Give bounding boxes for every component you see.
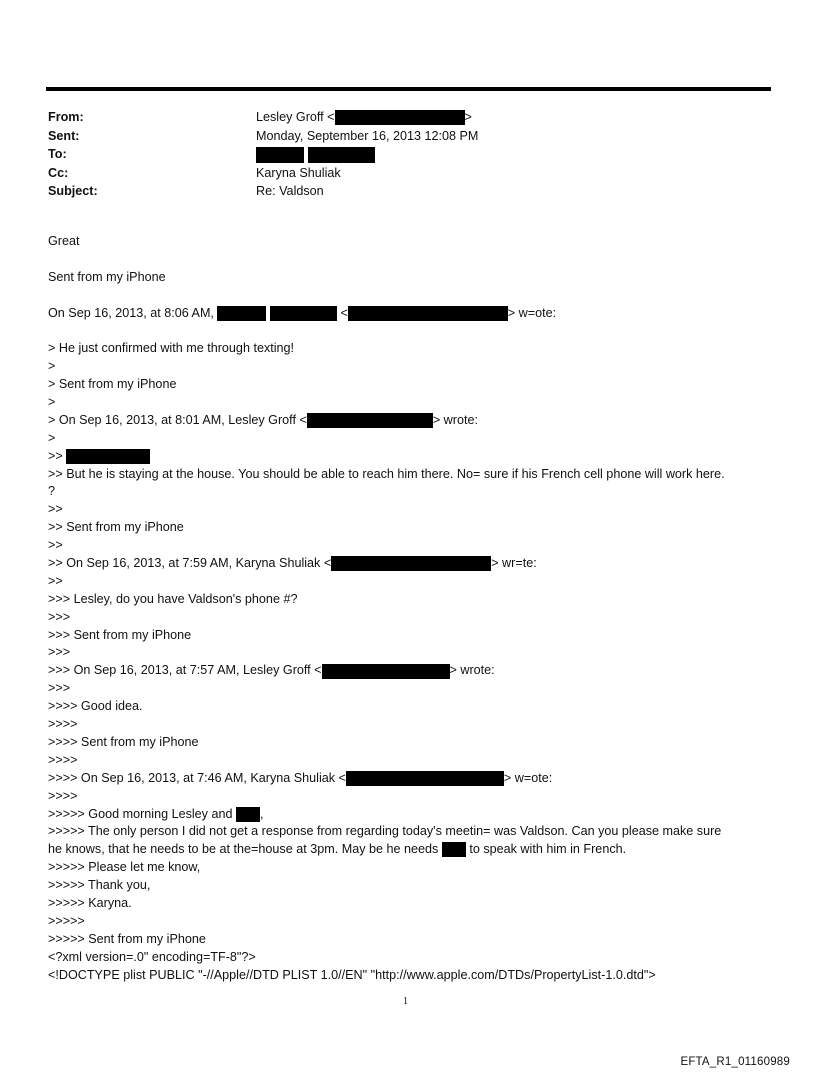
line-text: >>>> On Sep 16, 2013, at 7:46 AM, Karyna Shuliak < — [48, 770, 346, 785]
sent-value: Monday, September 16, 2013 12:08 PM — [256, 128, 479, 143]
body-line: >>> Sent from my iPhone — [48, 627, 192, 642]
redaction-block — [217, 306, 266, 321]
body-line — [48, 770, 776, 788]
line-text: > w=ote: — [507, 305, 557, 320]
body-line: <?xml version=.0" encoding=TF-8"?> — [48, 949, 256, 964]
line-text: >>> On Sep 16, 2013, at 7:57 AM, Lesley Groff < — [48, 663, 322, 678]
line-text: > wrote: — [432, 412, 478, 427]
redaction-block — [335, 110, 465, 125]
redaction-block — [66, 449, 150, 464]
line-text: On Sep 16, 2013, at 8:06 AM, — [48, 305, 214, 320]
body-line: > — [48, 359, 56, 374]
line-text: > w=ote: — [503, 770, 553, 785]
redaction-block — [236, 807, 260, 822]
redaction-block — [308, 147, 375, 163]
line-text: > On Sep 16, 2013, at 8:01 AM, Lesley Groff < — [48, 412, 307, 427]
body-line — [48, 806, 776, 824]
body-line: Great — [48, 234, 80, 248]
subject-label: Subject: — [48, 184, 98, 198]
body-line: >>>>> Please let me know, — [48, 860, 201, 875]
sent-label: Sent: — [48, 128, 80, 143]
body-line: >>>>> — [48, 913, 85, 928]
header-rule — [46, 87, 771, 91]
body-line: >>>> — [48, 752, 78, 767]
body-line: >>> — [48, 681, 71, 696]
from-label: From: — [48, 110, 84, 124]
line-text: >>>>> Good morning Lesley and — [48, 806, 233, 821]
redaction-block — [307, 413, 433, 428]
from-value — [256, 108, 472, 127]
body-line: >>>> — [48, 788, 78, 803]
body-line — [48, 305, 776, 323]
body-line — [48, 662, 776, 680]
body-line: >>>>> Karyna. — [48, 895, 132, 910]
bates-number: EFTA_R1_01160989 — [680, 1056, 790, 1068]
redaction-block — [256, 147, 304, 163]
line-text: he knows, that he needs to be at the=house at 3pm. May be he needs — [48, 842, 439, 857]
body-line: > He just confirmed with me through texting! — [48, 341, 295, 356]
cc-label: Cc: — [48, 165, 69, 180]
body-line: <!DOCTYPE plist PUBLIC "-//Apple//DTD PLIST 1.0//EN" "http://www.apple.com/DTDs/PropertyList-1.0.dtd"> — [48, 967, 656, 982]
body-line: >>> — [48, 609, 71, 624]
body-line: >> — [48, 502, 63, 517]
page-number: 1 — [403, 996, 408, 1007]
body-line: > Sent from my iPhone — [48, 377, 177, 392]
body-line: >>> — [48, 645, 71, 660]
email-body — [48, 233, 776, 984]
to-value — [256, 145, 375, 164]
from-close: > — [464, 110, 472, 124]
cc-value: Karyna Shuliak — [256, 165, 341, 180]
redaction-block — [348, 306, 508, 321]
body-line: >> — [48, 573, 63, 588]
line-text: , — [260, 806, 264, 821]
body-line — [48, 555, 776, 573]
body-line: >> Sent from my iPhone — [48, 520, 184, 535]
redaction-block — [442, 842, 466, 857]
body-line: >> But he is staying at the house. You should be able to reach him there. No= sure if his French cell phone will work here. — [48, 466, 725, 481]
body-line: >>> Lesley, do you have Valdson's phone #? — [48, 591, 298, 606]
line-text: >> — [48, 448, 63, 463]
body-line: >>>> Sent from my iPhone — [48, 734, 199, 749]
body-line: > — [48, 430, 56, 445]
to-label: To: — [48, 147, 67, 161]
from-name: Lesley Groff < — [256, 110, 335, 124]
line-text: < — [340, 305, 348, 320]
body-line — [48, 448, 776, 466]
body-line: Sent from my iPhone — [48, 269, 166, 284]
body-line: >> — [48, 538, 63, 553]
body-line — [48, 412, 776, 430]
line-text: to speak with him in French. — [469, 842, 627, 857]
body-line: >>>>> The only person I did not get a response from regarding today's meetin= was Valdson. Can you please make sure — [48, 824, 722, 839]
body-line: >>>>> Sent from my iPhone — [48, 931, 206, 946]
line-text: > wrote: — [449, 663, 495, 678]
redaction-block — [322, 664, 450, 679]
line-text: > wr=te: — [491, 556, 537, 571]
line-text: >> On Sep 16, 2013, at 7:59 AM, Karyna Shuliak < — [48, 556, 332, 571]
body-line: >>>>> Thank you, — [48, 878, 151, 893]
body-line: >>>> — [48, 717, 78, 732]
body-line — [48, 841, 776, 859]
body-line: > — [48, 395, 56, 410]
body-line: ? — [48, 484, 56, 499]
redaction-block — [270, 306, 337, 321]
subject-value: Re: Valdson — [256, 184, 324, 198]
redaction-block — [331, 556, 491, 571]
body-line: >>>> Good idea. — [48, 699, 143, 714]
redaction-block — [346, 771, 504, 786]
